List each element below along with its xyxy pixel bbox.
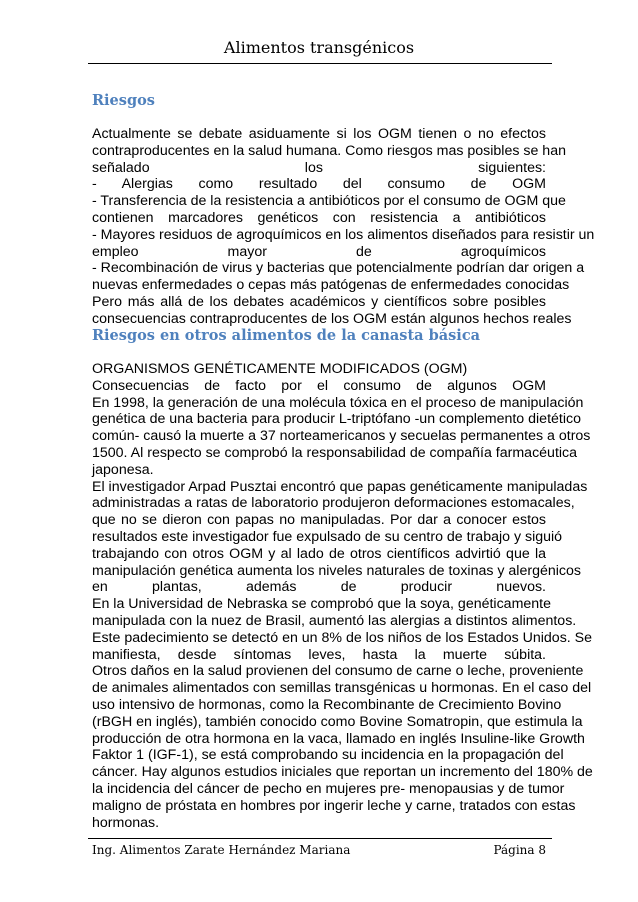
header-divider bbox=[88, 63, 552, 64]
body-line: Consecuencias de facto por el consumo de algunos OGM bbox=[92, 377, 546, 394]
footer-page-number: Página 8 bbox=[493, 843, 546, 857]
section2-body bbox=[92, 361, 593, 831]
body-line: En 1998, la generación de una molécula tóxica en el proceso de manipulación bbox=[92, 394, 584, 411]
body-line: Actualmente se debate asiduamente si los OGM tienen o no efectos bbox=[92, 126, 546, 142]
body-line: El investigador Arpad Pusztai encontró que papas genéticamente manipuladas bbox=[92, 478, 588, 495]
body-line: resultados este investigador fue expulsado de su centro de trabajo y siguió bbox=[92, 528, 563, 545]
body-line: - Transferencia de la resistencia a antibióticos por el consumo de OGM que bbox=[92, 193, 566, 210]
body-line: hormonas. bbox=[92, 814, 160, 831]
body-line: nuevas enfermedades o cepas más patógenas de enfermedades conocidas bbox=[92, 277, 570, 294]
body-line: contraproducentes en la salud humana. Como riesgos mas posibles se han bbox=[92, 142, 566, 159]
body-line: cáncer. Hay algunos estudios iniciales que reportan un incremento del 180% de bbox=[92, 764, 593, 781]
body-line: en plantas, además de producir nuevos. bbox=[92, 579, 546, 596]
body-line: consecuencias contraproducentes de los OGM están algunos hechos reales bbox=[92, 310, 572, 327]
footer-author: Ing. Alimentos Zarate Hernández Mariana bbox=[92, 843, 351, 857]
body-line: contienen marcadores genéticos con resistencia a antibióticos bbox=[92, 209, 546, 226]
body-line: trabajando con otros OGM y al lado de otros científicos advirtió que la bbox=[92, 545, 546, 562]
body-line: maligno de próstata en hombres por ingerir leche y carne, tratados con estas bbox=[92, 797, 576, 814]
body-line: que no se dieron con papas no manipuladas. Por dar a conocer estos bbox=[92, 512, 546, 529]
section1-body bbox=[92, 126, 595, 328]
running-header-title: Alimentos transgénicos bbox=[223, 38, 415, 57]
body-line: - Alergias como resultado del consumo de OGM bbox=[92, 176, 546, 193]
body-line: Faktor 1 (IGF-1), se está comprobando su incidencia en la propagación del bbox=[92, 747, 564, 764]
body-line: japonesa. bbox=[92, 461, 154, 478]
body-line: producción de otra hormona en la vaca, llamado en inglés Insuline-like Growth bbox=[92, 730, 585, 747]
body-line: la incidencia del cáncer de pecho en mujeres pre- menopausias y de tumor bbox=[92, 780, 565, 797]
section-heading-riesgos: Riesgos bbox=[92, 92, 155, 109]
body-line: - Recombinación de virus y bacterias que potencialmente podrían dar origen a bbox=[92, 260, 585, 277]
body-line: común- causó la muerte a 37 norteamericanos y secuelas permanentes a otros bbox=[92, 428, 591, 445]
body-line: ORGANISMOS GENÉTICAMENTE MODIFICADOS (OGM) bbox=[92, 361, 468, 377]
body-line: manipulada con la nuez de Brasil, aumentó las alergias a distintos alimentos. bbox=[92, 612, 577, 629]
body-line: señalado los siguientes: bbox=[92, 159, 546, 176]
body-line: Otros daños en la salud provienen del consumo de carne o leche, proveniente bbox=[92, 663, 584, 680]
body-line: manipulación genética aumenta los niveles naturales de toxinas y alergénicos bbox=[92, 562, 581, 579]
body-line: administradas a ratas de laboratorio produjeron deformaciones estomacales, bbox=[92, 495, 575, 512]
body-line: uso intensivo de hormonas, como la Recombinante de Crecimiento Bovino bbox=[92, 696, 562, 713]
body-line: (rBGH en inglés), también conocido como Bovine Somatropin, que estimula la bbox=[92, 713, 583, 730]
body-line: de animales alimentados con semillas transgénicas u hormonas. En el caso del bbox=[92, 680, 592, 697]
body-line: genética de una bacteria para producir L-triptófano -un complemento dietético bbox=[92, 411, 581, 428]
body-line: - Mayores residuos de agroquímicos en los alimentos diseñados para resistir un bbox=[92, 226, 595, 243]
body-line: En la Universidad de Nebraska se comprobó que la soya, genéticamente bbox=[92, 596, 551, 613]
body-line: Este padecimiento se detectó en un 8% de los niños de los Estados Unidos. Se bbox=[92, 629, 593, 646]
body-line: empleo mayor de agroquímicos bbox=[92, 243, 546, 260]
body-line: 1500. Al respecto se comprobó la responsabilidad de compañía farmacéutica bbox=[92, 444, 578, 461]
body-line: Pero más allá de los debates académicos y científicos sobre posibles bbox=[92, 293, 546, 310]
body-line: manifiesta, desde síntomas leves, hasta la muerte súbita. bbox=[92, 646, 546, 663]
footer-divider bbox=[88, 838, 552, 839]
section-heading-canasta-basica: Riesgos en otros alimentos de la canasta básica bbox=[92, 327, 481, 344]
